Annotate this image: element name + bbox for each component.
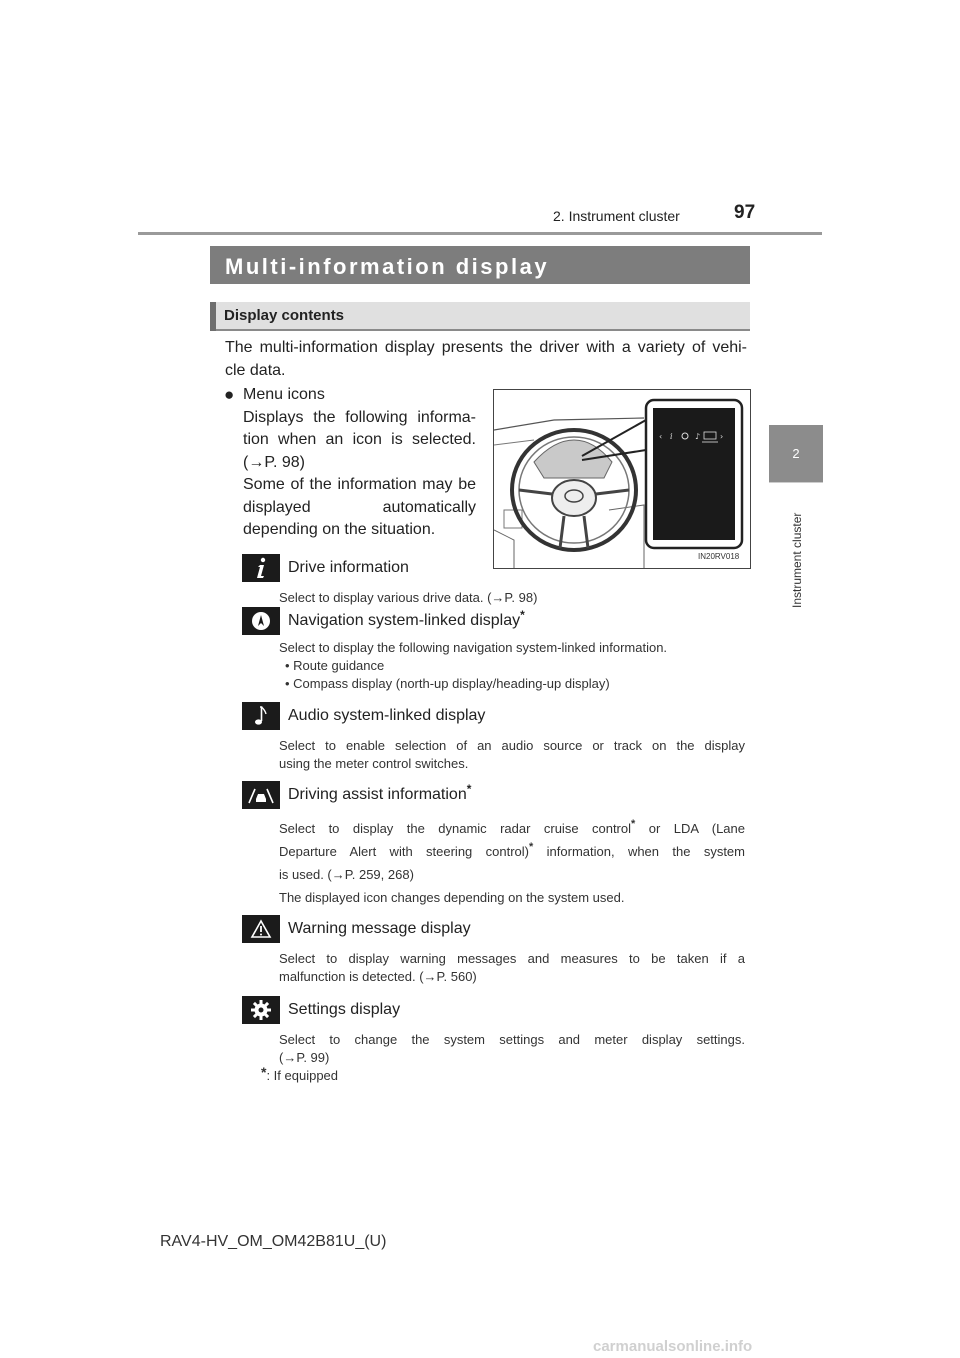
music-note-icon (242, 702, 280, 730)
intro-line: cle data. (225, 361, 286, 379)
footnote: *: If equipped (261, 1064, 339, 1083)
menu-line: Some of the information may be (243, 476, 476, 493)
warning-icon (242, 915, 280, 943)
intro-line: The multi-information display presents the driver with a variety of vehi- (225, 339, 747, 356)
item-desc-settings: Select to change the system settings and meter display settings. (→P. 99) (279, 1032, 745, 1065)
navigation-icon (242, 607, 280, 635)
intro-paragraph (225, 337, 747, 382)
footer-code: RAV4-HV_OM_OM42B81U_(U) (160, 1233, 387, 1250)
menu-line: Displays the following informa- (243, 408, 476, 426)
item-title-navigation: Navigation system-linked display* (288, 608, 525, 629)
settings-gear-icon (242, 996, 280, 1024)
driving-assist-icon (242, 781, 280, 809)
item-title-audio: Audio system-linked display (288, 707, 486, 724)
subtitle-accent (210, 302, 216, 331)
menu-line: tion when an icon is selected. (243, 431, 476, 448)
menu-line: depending on the situation. (243, 521, 436, 538)
side-tab-number[interactable]: 2 (769, 425, 823, 482)
side-tab-divider (769, 482, 823, 483)
svg-text:♪: ♪ (695, 432, 701, 441)
instrument-cluster-figure (493, 389, 751, 569)
menu-line: displayed automatically (243, 498, 476, 516)
item-desc-drive-information: Select to display various drive data. (→P. 98) (279, 590, 538, 605)
side-tab-label-text: Instrument cluster (790, 512, 804, 608)
menu-heading: Menu icons (243, 386, 325, 403)
section-label: 2. Instrument cluster (553, 208, 680, 224)
page-number: 97 (734, 202, 756, 223)
svg-text:‹: ‹ (659, 432, 663, 441)
item-title-drive-information: Drive information (288, 559, 409, 576)
side-tab-label (790, 490, 806, 610)
item-title-driving-assist: Driving assist information* (288, 782, 472, 803)
header-rule (138, 232, 822, 235)
svg-text:›: › (720, 432, 724, 441)
watermark: carmanualsonline.info (593, 1338, 753, 1355)
item-desc-warning: Select to display warning messages and measures to be taken if a malfunction is detected. (→P. 560) (279, 951, 745, 984)
menu-line: (→P. 98) (243, 453, 305, 471)
steering-wheel-illustration (494, 390, 750, 568)
item-desc-driving-assist: Select to display the dynamic radar cruise control* or LDA (Lane Departure Alert with steering control)* information, when the system is used. (→P. 259, 268) The displayed icon changes depending on the system used. (279, 818, 745, 905)
item-title-settings: Settings display (288, 1001, 401, 1018)
bullet-icon: ● (224, 385, 235, 404)
figure-code: IN20RV018 (698, 552, 740, 561)
page-title: Multi-information display (225, 254, 550, 279)
item-desc-audio: Select to enable selection of an audio source or track on the display using the meter control switches. (279, 738, 745, 771)
section-subtitle: Display contents (224, 307, 345, 324)
item-desc-navigation: Select to display the following navigation system-linked information. • Route guidance • Compass display (north-up display/heading-up display) (279, 640, 668, 691)
item-title-warning: Warning message display (288, 920, 471, 937)
menu-icons-block (243, 384, 476, 542)
info-icon (242, 554, 280, 582)
svg-text:i: i (670, 432, 673, 441)
